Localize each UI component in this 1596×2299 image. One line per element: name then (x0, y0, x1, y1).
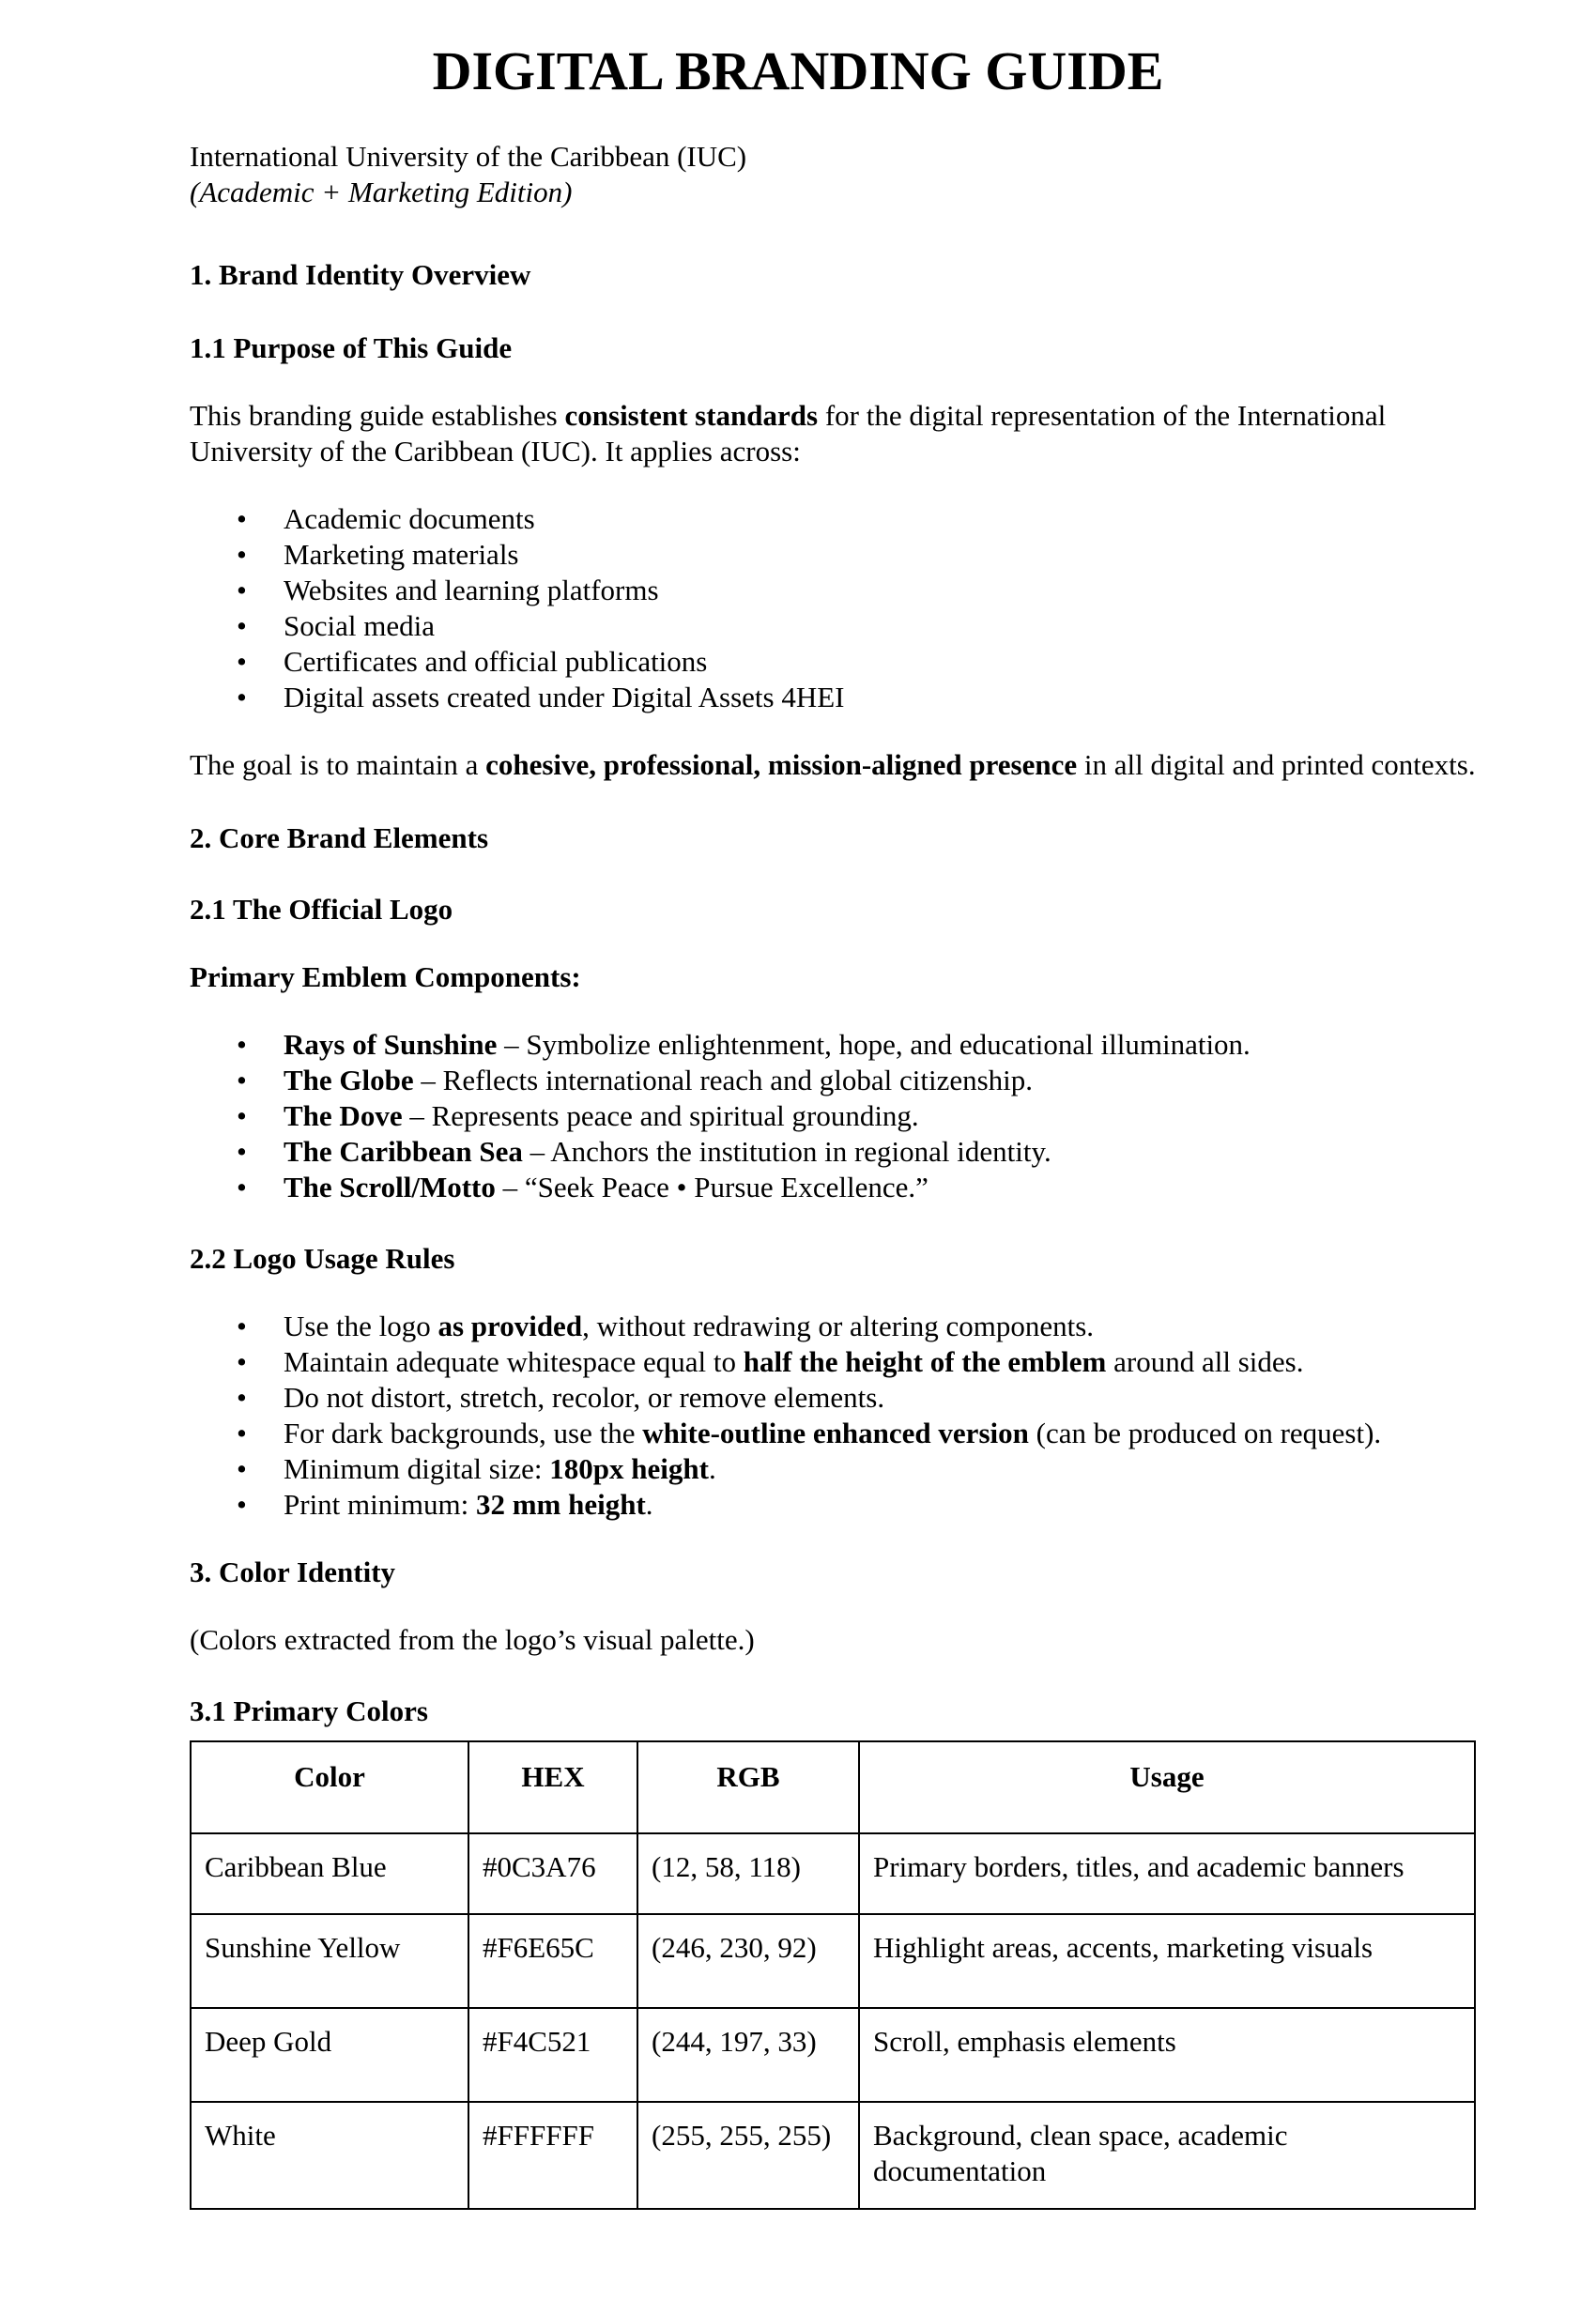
table-cell: Highlight areas, accents, marketing visuals (859, 1914, 1475, 2008)
table-cell: (244, 197, 33) (637, 2008, 859, 2102)
table-row (191, 2102, 1475, 2209)
table-cell: Background, clean space, academic documentation (859, 2102, 1475, 2209)
table-cell: (255, 255, 255) (637, 2102, 859, 2209)
table-header-row (191, 1741, 1475, 1833)
list-item: • Minimum digital size: 180px height. (190, 1451, 1485, 1487)
table-cell: #F6E65C (468, 1914, 637, 2008)
column-header: Usage (859, 1741, 1475, 1833)
list-item: • Marketing materials (190, 537, 1485, 573)
list-item: • Print minimum: 32 mm height. (190, 1487, 1485, 1523)
edition-label: (Academic + Marketing Edition) (190, 176, 573, 208)
list-item: • For dark backgrounds, use the white-outline enhanced version (can be produced on request). (190, 1416, 1485, 1451)
table-cell: Primary borders, titles, and academic banners (859, 1833, 1475, 1914)
table-row (191, 1914, 1475, 2008)
list-item: • Do not distort, stretch, recolor, or remove elements. (190, 1380, 1485, 1416)
table-cell: Deep Gold (191, 2008, 468, 2102)
list-item: • Rays of Sunshine – Symbolize enlightenment, hope, and educational illumination. (190, 1027, 1485, 1063)
section-2-heading: 2. Core Brand Elements (190, 821, 489, 854)
list-item: • Social media (190, 608, 1485, 644)
list-item: • The Globe – Reflects international reach and global citizenship. (190, 1063, 1485, 1098)
logo-rules-list (190, 1309, 1485, 1523)
institution-name: International University of the Caribbean (IUC) (190, 140, 747, 173)
table-cell: #F4C521 (468, 2008, 637, 2102)
table-cell: #FFFFFF (468, 2102, 637, 2209)
list-item: • The Caribbean Sea – Anchors the institution in regional identity. (190, 1134, 1485, 1170)
applies-list (190, 501, 1485, 715)
list-item: • Digital assets created under Digital Assets 4HEI (190, 680, 1485, 715)
list-item: • Websites and learning platforms (190, 573, 1485, 608)
list-item: • Certificates and official publications (190, 644, 1485, 680)
section-3-heading: 3. Color Identity (190, 1556, 396, 1588)
table-cell: (12, 58, 118) (637, 1833, 859, 1914)
table-cell: Scroll, emphasis elements (859, 2008, 1475, 2102)
goal-paragraph: The goal is to maintain a cohesive, professional, mission-aligned presence in all digital and printed contexts. (190, 748, 1476, 781)
column-header: HEX (468, 1741, 637, 1833)
color-note: (Colors extracted from the logo’s visual palette.) (190, 1623, 755, 1656)
list-item: • The Dove – Represents peace and spiritual grounding. (190, 1098, 1485, 1134)
column-header: RGB (637, 1741, 859, 1833)
list-item: • The Scroll/Motto – “Seek Peace • Pursue Excellence.” (190, 1170, 1485, 1205)
table-row (191, 1833, 1475, 1914)
list-item: • Use the logo as provided, without redrawing or altering components. (190, 1309, 1485, 1344)
document-body (190, 139, 1485, 2210)
table-cell: White (191, 2102, 468, 2209)
section-1-heading: 1. Brand Identity Overview (190, 258, 531, 291)
primary-colors-table (190, 1740, 1476, 2210)
document-title: DIGITAL BRANDING GUIDE (432, 40, 1164, 101)
table-cell: Sunshine Yellow (191, 1914, 468, 2008)
section-2-1-heading: 2.1 The Official Logo (190, 893, 453, 926)
column-header: Color (191, 1741, 468, 1833)
table-cell: Caribbean Blue (191, 1833, 468, 1914)
table-cell: (246, 230, 92) (637, 1914, 859, 2008)
table-cell: #0C3A76 (468, 1833, 637, 1914)
list-item: • Academic documents (190, 501, 1485, 537)
purpose-paragraph: This branding guide establishes consistent standards for the digital representation of the International University of the Caribbean (IUC). It applies across: (190, 399, 1387, 467)
emblem-components-list (190, 1027, 1485, 1205)
section-1-1-heading: 1.1 Purpose of This Guide (190, 331, 513, 364)
list-item: • Maintain adequate whitespace equal to half the height of the emblem around all sides. (190, 1344, 1485, 1380)
table-row (191, 2008, 1475, 2102)
section-2-2-heading: 2.2 Logo Usage Rules (190, 1242, 455, 1275)
section-3-1-heading: 3.1 Primary Colors (190, 1694, 428, 1727)
emblem-components-heading: Primary Emblem Components: (190, 960, 581, 993)
